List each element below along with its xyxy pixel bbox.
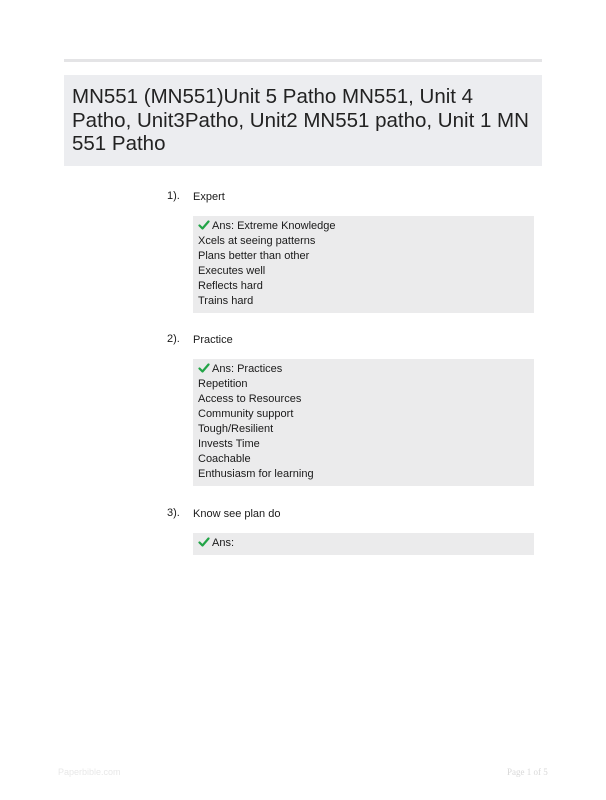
answer-detail: Tough/Resilient — [198, 423, 274, 435]
answer-detail: Xcels at seeing patterns — [198, 235, 316, 247]
answer-detail: Enthusiasm for learning — [198, 468, 314, 480]
answer-detail: Coachable — [198, 453, 251, 465]
footer-watermark: Paperbible.com — [58, 767, 121, 777]
answer-text: Ans: Practices — [212, 363, 283, 375]
answer-box — [193, 533, 534, 555]
checkmark-icon — [198, 536, 210, 548]
checkmark-icon — [198, 362, 210, 374]
answer-text: Ans: — [212, 537, 235, 549]
answer-detail: Community support — [198, 408, 294, 420]
answer-detail: Reflects hard — [198, 280, 263, 292]
answer-detail: Invests Time — [198, 438, 260, 450]
question-number: 2). — [167, 333, 180, 345]
answer-detail: Trains hard — [198, 295, 254, 307]
question-number: 1). — [167, 190, 180, 202]
top-divider — [64, 59, 542, 62]
checkmark-icon — [198, 219, 210, 231]
question-text: Practice — [193, 334, 233, 346]
question-text: Expert — [193, 191, 225, 203]
question-number: 3). — [167, 507, 180, 519]
answer-detail: Access to Resources — [198, 393, 302, 405]
answer-detail: Executes well — [198, 265, 266, 277]
answer-line — [198, 362, 534, 377]
answer-line — [198, 219, 534, 234]
page-title: MN551 (MN551)Unit 5 Patho MN551, Unit 4 Patho, Unit3Patho, Unit2 MN551 patho, Unit 1 MN 551 Patho — [72, 85, 529, 155]
answer-detail: Plans better than other — [198, 250, 310, 262]
answer-text: Ans: Extreme Knowledge — [212, 220, 336, 232]
answer-box — [193, 359, 534, 486]
answer-detail: Repetition — [198, 378, 248, 390]
page-number: Page 1 of 5 — [507, 767, 548, 777]
answer-line — [198, 536, 534, 551]
answer-box — [193, 216, 534, 313]
title-banner — [64, 75, 542, 166]
question-text: Know see plan do — [193, 508, 281, 520]
